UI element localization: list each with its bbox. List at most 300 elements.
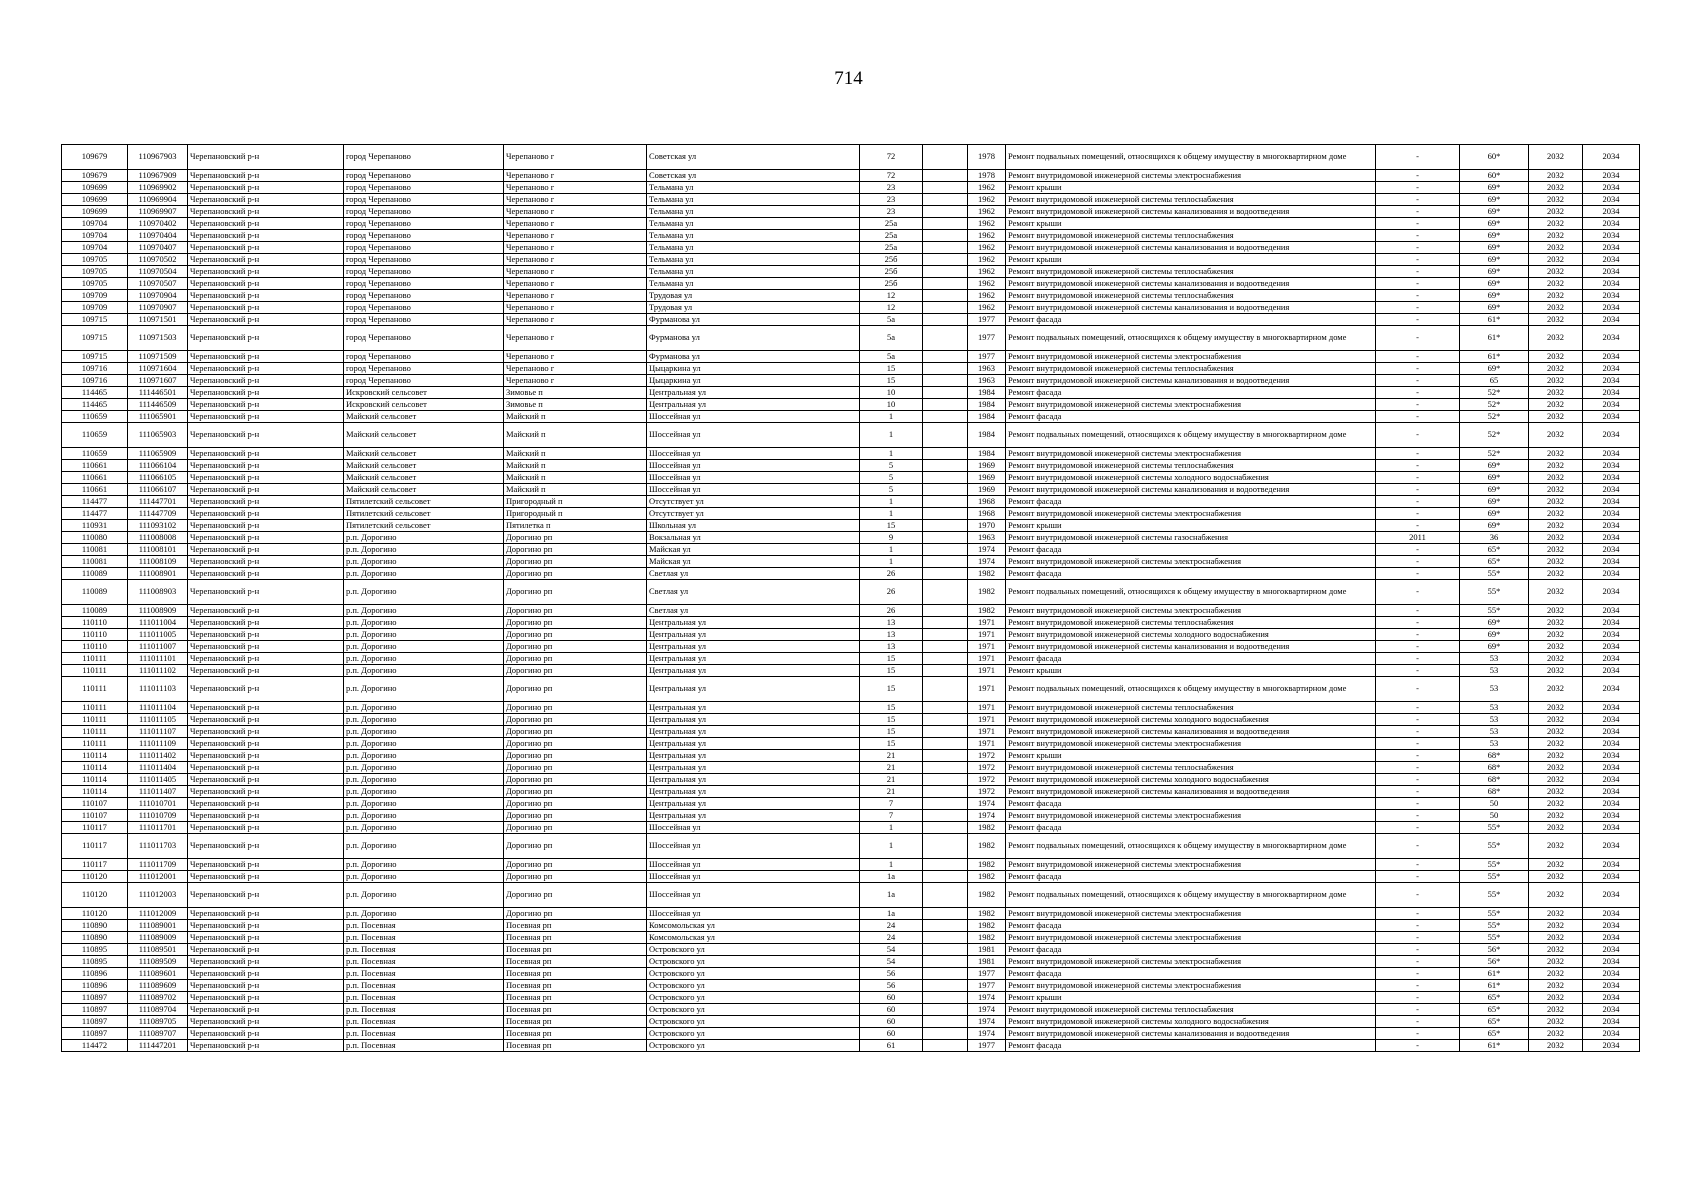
year-built-cell: 1971 [968,714,1006,726]
street-cell: Шоссейная ул [647,883,860,908]
work-type-cell: Ремонт подвальных помещений, относящихся к общему имуществу в многоквартирном доме [1006,145,1376,170]
year-built-cell: 1971 [968,665,1006,677]
table-row [62,302,1640,314]
street-cell: Центральная ул [647,387,860,399]
work-id-cell: 110970404 [128,230,188,242]
street-cell: Тельмана ул [647,218,860,230]
last-repair-year-cell: - [1376,326,1460,351]
wear-percent-cell: 61* [1460,326,1529,351]
last-repair-year-cell: - [1376,629,1460,641]
street-cell: Шоссейная ул [647,908,860,920]
district-cell: Черепановский р-н [188,822,344,834]
street-cell: Тельмана ул [647,182,860,194]
work-type-cell: Ремонт фасада [1006,568,1376,580]
work-id-cell: 111010701 [128,798,188,810]
house-id-cell: 109679 [62,145,128,170]
wear-percent-cell: 55* [1460,932,1529,944]
work-type-cell: Ремонт внутридомовой инженерной системы теплоснабжения [1006,230,1376,242]
work-id-cell: 111008903 [128,580,188,605]
table-row [62,556,1640,568]
plan-start-cell: 2032 [1529,932,1583,944]
settlement-cell: Дорогино рп [504,653,647,665]
settlement-cell: Дорогино рп [504,580,647,605]
work-id-cell: 111065909 [128,448,188,460]
house-number-cell: 56 [860,980,923,992]
year-built-cell: 1969 [968,460,1006,472]
work-id-cell: 111065903 [128,423,188,448]
year-built-cell: 1971 [968,738,1006,750]
table-row [62,472,1640,484]
settlement-cell: Черепаново г [504,242,647,254]
plan-end-cell: 2034 [1583,798,1640,810]
wear-percent-cell: 61* [1460,351,1529,363]
house-number-cell: 61 [860,1040,923,1052]
year-built-cell: 1962 [968,290,1006,302]
settlement-cell: Дорогино рп [504,822,647,834]
work-id-cell: 111089704 [128,1004,188,1016]
last-repair-year-cell: - [1376,834,1460,859]
district-cell: Черепановский р-н [188,302,344,314]
settlement-cell: Майский п [504,484,647,496]
settlement-cell: Черепаново г [504,230,647,242]
last-repair-year-cell: - [1376,520,1460,532]
wear-percent-cell: 69* [1460,194,1529,206]
settlement-cell: Дорогино рп [504,629,647,641]
year-built-cell: 1982 [968,822,1006,834]
work-id-cell: 111066105 [128,472,188,484]
street-cell: Майская ул [647,556,860,568]
work-id-cell: 110971503 [128,326,188,351]
last-repair-year-cell: - [1376,314,1460,326]
wear-percent-cell: 68* [1460,750,1529,762]
house-number-cell: 26 [860,580,923,605]
house-number-cell: 60 [860,1028,923,1040]
house-id-cell: 110661 [62,472,128,484]
building-cell [923,363,968,375]
house-number-cell: 1 [860,859,923,871]
year-built-cell: 1982 [968,568,1006,580]
plan-start-cell: 2032 [1529,798,1583,810]
table-row [62,290,1640,302]
plan-start-cell: 2032 [1529,182,1583,194]
plan-end-cell: 2034 [1583,932,1640,944]
building-cell [923,314,968,326]
plan-end-cell: 2034 [1583,726,1640,738]
district-cell: Черепановский р-н [188,1004,344,1016]
year-built-cell: 1981 [968,944,1006,956]
house-number-cell: 10 [860,387,923,399]
street-cell: Центральная ул [647,629,860,641]
district-cell: Черепановский р-н [188,399,344,411]
last-repair-year-cell: - [1376,568,1460,580]
table-row [62,641,1640,653]
wear-percent-cell: 60* [1460,145,1529,170]
work-id-cell: 111089702 [128,992,188,1004]
last-repair-year-cell: - [1376,242,1460,254]
table-row [62,254,1640,266]
municipality-cell: город Черепаново [344,302,504,314]
district-cell: Черепановский р-н [188,423,344,448]
work-id-cell: 111089707 [128,1028,188,1040]
building-cell [923,182,968,194]
plan-start-cell: 2032 [1529,750,1583,762]
house-number-cell: 24 [860,932,923,944]
settlement-cell: Дорогино рп [504,774,647,786]
table-row [62,1040,1640,1052]
building-cell [923,423,968,448]
house-id-cell: 109716 [62,363,128,375]
house-id-cell: 109679 [62,170,128,182]
street-cell: Центральная ул [647,750,860,762]
municipality-cell: город Черепаново [344,290,504,302]
street-cell: Цыцаркина ул [647,375,860,387]
plan-end-cell: 2034 [1583,859,1640,871]
year-built-cell: 1968 [968,508,1006,520]
street-cell: Трудовая ул [647,302,860,314]
work-type-cell: Ремонт внутридомовой инженерной системы холодного водоснабжения [1006,774,1376,786]
year-built-cell: 1962 [968,278,1006,290]
plan-end-cell: 2034 [1583,677,1640,702]
house-id-cell: 109704 [62,218,128,230]
street-cell: Фурманова ул [647,326,860,351]
settlement-cell: Черепаново г [504,194,647,206]
building-cell [923,568,968,580]
wear-percent-cell: 55* [1460,883,1529,908]
house-id-cell: 110107 [62,810,128,822]
work-id-cell: 110970407 [128,242,188,254]
street-cell: Шоссейная ул [647,822,860,834]
table-row [62,1016,1640,1028]
last-repair-year-cell: - [1376,992,1460,1004]
page-number: 714 [834,68,863,89]
street-cell: Островского ул [647,980,860,992]
house-number-cell: 1 [860,423,923,448]
house-number-cell: 10 [860,399,923,411]
settlement-cell: Дорогино рп [504,810,647,822]
house-number-cell: 24 [860,920,923,932]
district-cell: Черепановский р-н [188,580,344,605]
year-built-cell: 1971 [968,629,1006,641]
wear-percent-cell: 65* [1460,992,1529,1004]
year-built-cell: 1974 [968,992,1006,1004]
plan-start-cell: 2032 [1529,726,1583,738]
wear-percent-cell: 60* [1460,170,1529,182]
last-repair-year-cell: - [1376,1016,1460,1028]
work-type-cell: Ремонт внутридомовой инженерной системы канализования и водоотведения [1006,484,1376,496]
plan-start-cell: 2032 [1529,677,1583,702]
plan-end-cell: 2034 [1583,1040,1640,1052]
house-id-cell: 114465 [62,399,128,411]
house-id-cell: 110110 [62,629,128,641]
building-cell [923,932,968,944]
year-built-cell: 1962 [968,182,1006,194]
work-id-cell: 111011004 [128,617,188,629]
plan-end-cell: 2034 [1583,605,1640,617]
house-id-cell: 110661 [62,460,128,472]
plan-start-cell: 2032 [1529,411,1583,423]
settlement-cell: Посевная рп [504,944,647,956]
district-cell: Черепановский р-н [188,920,344,932]
building-cell [923,460,968,472]
house-number-cell: 26 [860,568,923,580]
plan-start-cell: 2032 [1529,496,1583,508]
work-type-cell: Ремонт крыши [1006,992,1376,1004]
settlement-cell: Черепаново г [504,170,647,182]
building-cell [923,472,968,484]
wear-percent-cell: 52* [1460,411,1529,423]
municipality-cell: р.п. Посевная [344,992,504,1004]
building-cell [923,810,968,822]
wear-percent-cell: 53 [1460,665,1529,677]
settlement-cell: Майский п [504,472,647,484]
municipality-cell: р.п. Посевная [344,920,504,932]
street-cell: Центральная ул [647,798,860,810]
work-type-cell: Ремонт внутридомовой инженерной системы электроснабжения [1006,738,1376,750]
district-cell: Черепановский р-н [188,448,344,460]
plan-start-cell: 2032 [1529,363,1583,375]
plan-start-cell: 2032 [1529,254,1583,266]
district-cell: Черепановский р-н [188,170,344,182]
street-cell: Советская ул [647,145,860,170]
district-cell: Черепановский р-н [188,774,344,786]
municipality-cell: р.п. Дорогино [344,641,504,653]
plan-start-cell: 2032 [1529,568,1583,580]
plan-start-cell: 2032 [1529,956,1583,968]
district-cell: Черепановский р-н [188,363,344,375]
wear-percent-cell: 50 [1460,810,1529,822]
plan-start-cell: 2032 [1529,944,1583,956]
work-id-cell: 110971509 [128,351,188,363]
work-type-cell: Ремонт фасада [1006,871,1376,883]
building-cell [923,665,968,677]
municipality-cell: р.п. Дорогино [344,677,504,702]
table-row [62,665,1640,677]
last-repair-year-cell: - [1376,508,1460,520]
settlement-cell: Черепаново г [504,182,647,194]
table-row [62,605,1640,617]
table-row [62,411,1640,423]
year-built-cell: 1974 [968,556,1006,568]
table-row [62,351,1640,363]
house-number-cell: 25б [860,254,923,266]
wear-percent-cell: 61* [1460,314,1529,326]
plan-end-cell: 2034 [1583,968,1640,980]
settlement-cell: Дорогино рп [504,834,647,859]
building-cell [923,254,968,266]
district-cell: Черепановский р-н [188,834,344,859]
street-cell: Центральная ул [647,786,860,798]
building-cell [923,290,968,302]
municipality-cell: город Черепаново [344,278,504,290]
house-number-cell: 13 [860,641,923,653]
settlement-cell: Посевная рп [504,968,647,980]
building-cell [923,1028,968,1040]
plan-start-cell: 2032 [1529,314,1583,326]
year-built-cell: 1974 [968,544,1006,556]
work-type-cell: Ремонт внутридомовой инженерной системы электроснабжения [1006,508,1376,520]
work-type-cell: Ремонт фасада [1006,411,1376,423]
table-row [62,387,1640,399]
street-cell: Советская ул [647,170,860,182]
work-type-cell: Ремонт внутридомовой инженерной системы холодного водоснабжения [1006,629,1376,641]
settlement-cell: Черепаново г [504,266,647,278]
work-type-cell: Ремонт внутридомовой инженерной системы канализования и водоотведения [1006,1028,1376,1040]
table-row [62,883,1640,908]
district-cell: Черепановский р-н [188,944,344,956]
wear-percent-cell: 65 [1460,375,1529,387]
last-repair-year-cell: - [1376,290,1460,302]
work-id-cell: 111011005 [128,629,188,641]
year-built-cell: 1969 [968,484,1006,496]
year-built-cell: 1974 [968,1028,1006,1040]
house-number-cell: 60 [860,1004,923,1016]
building-cell [923,411,968,423]
work-type-cell: Ремонт фасада [1006,798,1376,810]
work-type-cell: Ремонт подвальных помещений, относящихся к общему имуществу в многоквартирном доме [1006,834,1376,859]
work-type-cell: Ремонт внутридомовой инженерной системы электроснабжения [1006,605,1376,617]
municipality-cell: р.п. Дорогино [344,859,504,871]
plan-start-cell: 2032 [1529,194,1583,206]
municipality-cell: р.п. Дорогино [344,605,504,617]
plan-end-cell: 2034 [1583,242,1640,254]
district-cell: Черепановский р-н [188,387,344,399]
table-row [62,714,1640,726]
table-row [62,460,1640,472]
municipality-cell: Майский сельсовет [344,423,504,448]
plan-end-cell: 2034 [1583,399,1640,411]
table-row [62,314,1640,326]
district-cell: Черепановский р-н [188,411,344,423]
house-id-cell: 114472 [62,1040,128,1052]
house-number-cell: 56 [860,968,923,980]
table-body [62,145,1640,1052]
work-type-cell: Ремонт крыши [1006,665,1376,677]
street-cell: Шоссейная ул [647,859,860,871]
municipality-cell: город Черепаново [344,170,504,182]
municipality-cell: Пятилетский сельсовет [344,496,504,508]
plan-end-cell: 2034 [1583,170,1640,182]
house-id-cell: 109699 [62,182,128,194]
house-number-cell: 21 [860,750,923,762]
year-built-cell: 1984 [968,411,1006,423]
district-cell: Черепановский р-н [188,351,344,363]
building-cell [923,544,968,556]
settlement-cell: Дорогино рп [504,871,647,883]
work-id-cell: 111089001 [128,920,188,932]
table-row [62,932,1640,944]
work-id-cell: 111446501 [128,387,188,399]
work-type-cell: Ремонт подвальных помещений, относящихся к общему имуществу в многоквартирном доме [1006,883,1376,908]
settlement-cell: Черепаново г [504,363,647,375]
municipality-cell: р.п. Дорогино [344,762,504,774]
municipality-cell: р.п. Посевная [344,1016,504,1028]
district-cell: Черепановский р-н [188,992,344,1004]
settlement-cell: Дорогино рп [504,786,647,798]
table-row [62,980,1640,992]
plan-start-cell: 2032 [1529,1028,1583,1040]
year-built-cell: 1977 [968,980,1006,992]
district-cell: Черепановский р-н [188,932,344,944]
year-built-cell: 1982 [968,605,1006,617]
work-id-cell: 111011402 [128,750,188,762]
house-number-cell: 1а [860,883,923,908]
work-type-cell: Ремонт внутридомовой инженерной системы канализования и водоотведения [1006,242,1376,254]
last-repair-year-cell: - [1376,460,1460,472]
last-repair-year-cell: - [1376,411,1460,423]
district-cell: Черепановский р-н [188,653,344,665]
year-built-cell: 1962 [968,218,1006,230]
table-row [62,399,1640,411]
district-cell: Черепановский р-н [188,726,344,738]
house-id-cell: 110111 [62,738,128,750]
work-type-cell: Ремонт подвальных помещений, относящихся к общему имуществу в многоквартирном доме [1006,677,1376,702]
building-cell [923,871,968,883]
wear-percent-cell: 69* [1460,230,1529,242]
building-cell [923,774,968,786]
wear-percent-cell: 69* [1460,218,1529,230]
district-cell: Черепановский р-н [188,314,344,326]
work-type-cell: Ремонт внутридомовой инженерной системы электроснабжения [1006,351,1376,363]
settlement-cell: Дорогино рп [504,738,647,750]
table-row [62,871,1640,883]
work-id-cell: 110969902 [128,182,188,194]
building-cell [923,944,968,956]
wear-percent-cell: 65* [1460,544,1529,556]
house-id-cell: 110659 [62,448,128,460]
municipality-cell: город Черепаново [344,314,504,326]
year-built-cell: 1982 [968,859,1006,871]
table-row [62,798,1640,810]
house-number-cell: 13 [860,629,923,641]
table-row [62,520,1640,532]
district-cell: Черепановский р-н [188,1028,344,1040]
last-repair-year-cell: - [1376,182,1460,194]
wear-percent-cell: 55* [1460,920,1529,932]
work-type-cell: Ремонт внутридомовой инженерной системы теплоснабжения [1006,617,1376,629]
house-number-cell: 1 [860,448,923,460]
municipality-cell: р.п. Дорогино [344,750,504,762]
plan-end-cell: 2034 [1583,496,1640,508]
house-number-cell: 21 [860,762,923,774]
municipality-cell: р.п. Дорогино [344,629,504,641]
municipality-cell: р.п. Посевная [344,1040,504,1052]
municipality-cell: город Черепаново [344,266,504,278]
district-cell: Черепановский р-н [188,460,344,472]
plan-end-cell: 2034 [1583,351,1640,363]
year-built-cell: 1971 [968,702,1006,714]
last-repair-year-cell: - [1376,726,1460,738]
plan-start-cell: 2032 [1529,242,1583,254]
street-cell: Фурманова ул [647,351,860,363]
wear-percent-cell: 69* [1460,363,1529,375]
street-cell: Школьная ул [647,520,860,532]
house-id-cell: 110111 [62,702,128,714]
municipality-cell: р.п. Дорогино [344,532,504,544]
street-cell: Шоссейная ул [647,423,860,448]
table-row [62,774,1640,786]
municipality-cell: город Черепаново [344,375,504,387]
plan-start-cell: 2032 [1529,822,1583,834]
year-built-cell: 1971 [968,726,1006,738]
house-id-cell: 109715 [62,326,128,351]
work-id-cell: 111011007 [128,641,188,653]
house-number-cell: 5 [860,472,923,484]
last-repair-year-cell: - [1376,218,1460,230]
plan-start-cell: 2032 [1529,641,1583,653]
municipality-cell: Майский сельсовет [344,460,504,472]
house-id-cell: 110111 [62,677,128,702]
settlement-cell: Дорогино рп [504,714,647,726]
